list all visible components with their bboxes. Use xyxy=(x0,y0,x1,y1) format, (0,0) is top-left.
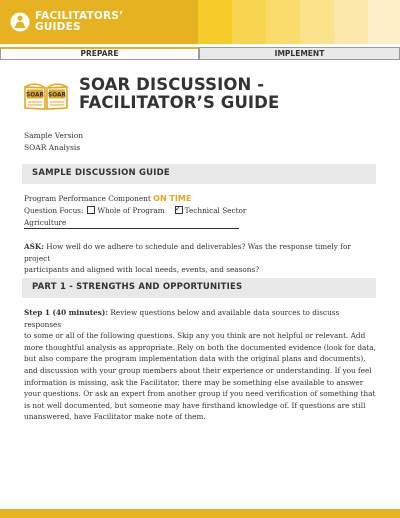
document-meta xyxy=(24,130,83,154)
step1-line: information is missing, ask the Facilitator, there may be something else available to answer xyxy=(24,377,364,387)
step1-line: Review questions below and available data sources to discuss responses xyxy=(24,308,340,329)
ask-label: ASK: xyxy=(24,242,44,251)
step1-line: is not well documented, but someone may have firsthand knowledge of. If questions are still xyxy=(24,400,366,410)
checkbox-whole-program[interactable] xyxy=(87,206,95,214)
brand-line-1: FACILITATORS’ xyxy=(35,10,124,22)
analysis-text: SOAR Analysis xyxy=(24,143,81,152)
component-label: Program Performance Component xyxy=(24,194,151,203)
soar-book-right-label: SOAR xyxy=(48,92,66,99)
step1-line: but also compare the program implementation data with the original plans and documents), xyxy=(24,354,366,364)
banner-stripe xyxy=(198,0,232,44)
banner-stripe xyxy=(334,0,368,44)
phase-tabs xyxy=(0,47,400,60)
ask-paragraph xyxy=(24,241,376,276)
banner-stripe xyxy=(266,0,300,44)
footer-bar xyxy=(0,509,400,518)
soar-book-icon xyxy=(24,81,68,111)
option-whole-program-label: Whole of Program xyxy=(97,206,165,215)
focus-row xyxy=(24,205,246,216)
checkbox-technical-sector[interactable] xyxy=(175,206,183,214)
section-heading-guide xyxy=(22,164,376,184)
tab-prepare[interactable]: PREPARE xyxy=(0,47,199,60)
option-technical-sector-label: Technical Sector xyxy=(184,206,247,215)
step1-line: your questions. Or ask an expert from another group if you need verification of something that xyxy=(24,389,376,399)
banner-stripe xyxy=(300,0,334,44)
sector-underline xyxy=(24,228,239,229)
section-heading-guide-text: SAMPLE DISCUSSION GUIDE xyxy=(32,168,170,178)
brand-title xyxy=(35,11,123,33)
page-title-line-2: FACILITATOR’S GUIDE xyxy=(79,93,280,112)
soar-book-left-label: SOAR xyxy=(26,92,44,99)
component-row xyxy=(24,193,191,204)
step1-line: to some or all of the following questions. Skip any you think are not helpful or relevant. Add xyxy=(24,331,366,341)
step1-line: more thoughtful analysis as appropriate. Rely on both the documented evidence (look for data, xyxy=(24,342,376,352)
step1-paragraph xyxy=(24,307,376,423)
section-heading-part1-text: PART 1 - STRENGTHS AND OPPORTUNITIES xyxy=(32,282,243,292)
banner-stripe xyxy=(232,0,266,44)
page-title xyxy=(79,76,279,112)
step1-label: Step 1 (40 minutes): xyxy=(24,308,109,317)
step1-line: unanswered, have Facilitator make note of them. xyxy=(24,412,206,422)
focus-label: Question Focus: xyxy=(24,206,84,215)
facilitator-person-icon xyxy=(10,12,30,32)
step1-line: and discussion with your group members about their experience or understanding. If you feel xyxy=(24,365,372,375)
tab-implement[interactable]: IMPLEMENT xyxy=(199,47,400,60)
brand-block xyxy=(0,0,198,44)
ask-line-2: participants and aligned with local needs, events, and seasons? xyxy=(24,265,260,275)
section-heading-part1 xyxy=(22,278,376,298)
component-value: ON TIME xyxy=(153,194,192,203)
ask-line-1: How well do we adhere to schedule and deliverables? Was the response timely for project xyxy=(24,242,351,263)
banner-stripe xyxy=(368,0,400,44)
sector-text: Agriculture xyxy=(24,218,67,227)
version-text: Sample Version xyxy=(24,131,84,140)
header-banner xyxy=(0,0,400,44)
page-title-line-1: SOAR DISCUSSION - xyxy=(79,75,265,94)
brand-line-2: GUIDES xyxy=(35,21,81,33)
